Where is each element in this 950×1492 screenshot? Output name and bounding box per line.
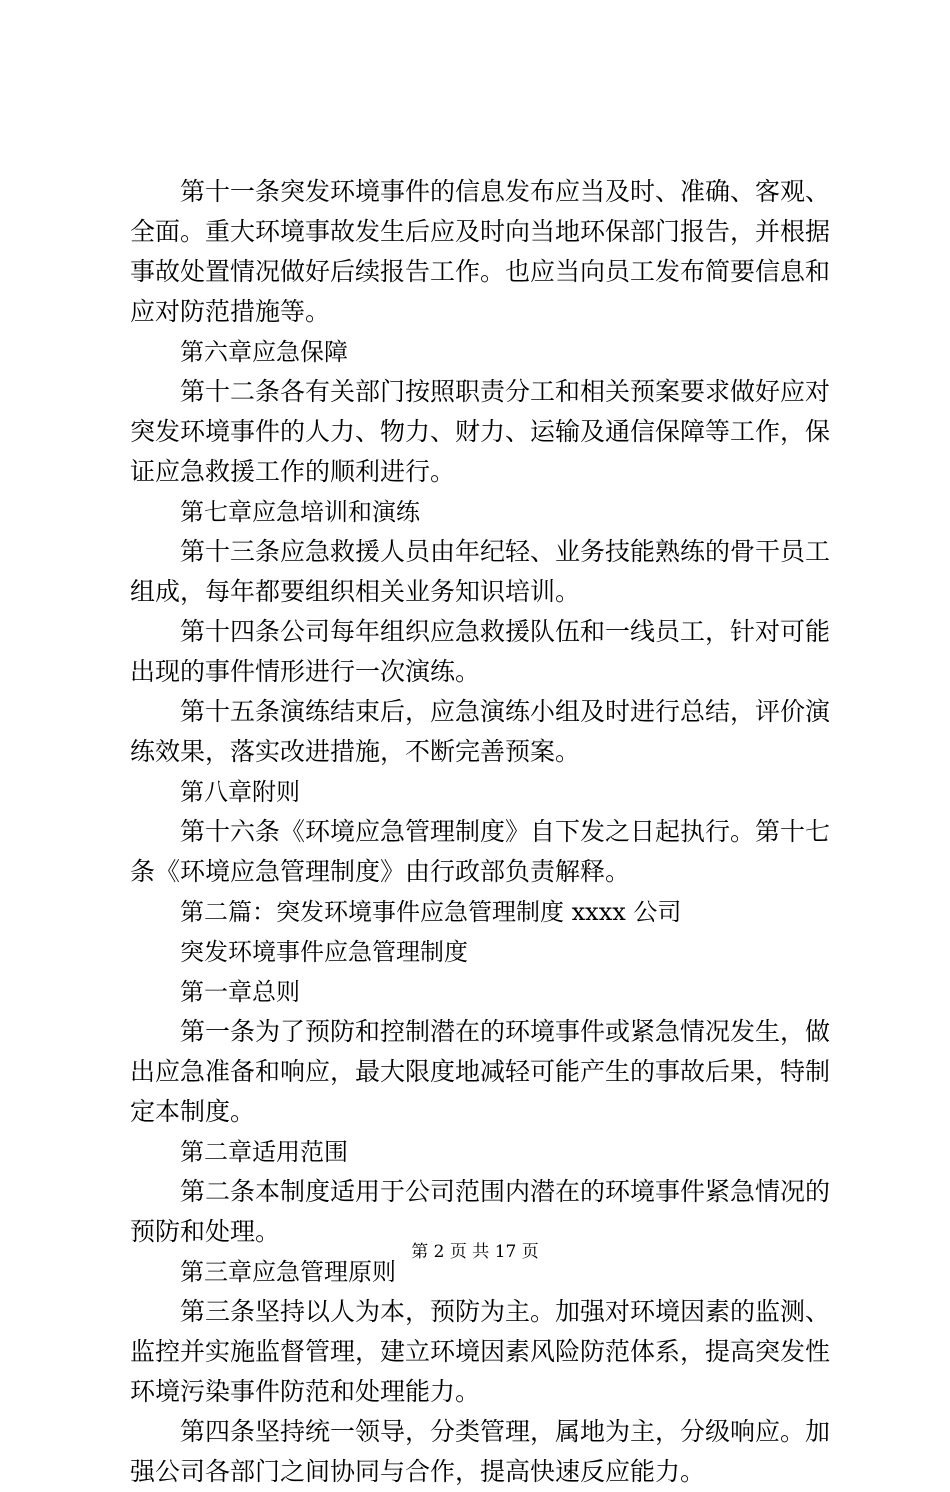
article-1: 第一条为了预防和控制潜在的环境事件或紧急情况发生，做出应急准备和响应，最大限度地减轻可能产生的事故后果，特制定本制度。	[130, 1017, 831, 1126]
article-11: 第十一条突发环境事件的信息发布应当及时、准确、客观、全面。重大环境事故发生后应及时向当地环保部门报告，并根据事故处置情况做好后续报告工作。也应当向员工发布简要信息和应对防范措施等。	[130, 177, 831, 326]
article-12: 第十二条各有关部门按照职责分工和相关预案要求做好应对突发环境事件的人力、物力、财力、运输及通信保障等工作，保证应急救援工作的顺利进行。	[130, 377, 831, 486]
article-2: 第二条本制度适用于公司范围内潜在的环境事件紧急情况的预防和处理。	[130, 1177, 831, 1246]
article-15: 第十五条演练结束后，应急演练小组及时进行总结，评价演练效果，落实改进措施，不断完善预案。	[130, 697, 831, 766]
article-4: 第四条坚持统一领导，分类管理，属地为主，分级响应。加强公司各部门之间协同与合作，提高快速反应能力。	[130, 1417, 831, 1486]
document-title: 突发环境事件应急管理制度	[180, 938, 468, 966]
article-16-17: 第十六条《环境应急管理制度》自下发之日起执行。第十七条《环境应急管理制度》由行政部负责解释。	[130, 817, 831, 886]
chapter-3-heading: 第三章应急管理原则	[180, 1258, 396, 1286]
chapter-6-heading: 第六章应急保障	[180, 338, 348, 366]
document-body	[130, 172, 830, 1492]
chapter-7-heading: 第七章应急培训和演练	[180, 498, 420, 526]
part-2-title: 第二篇：突发环境事件应急管理制度 xxxx 公司	[180, 898, 682, 926]
article-13: 第十三条应急救援人员由年纪轻、业务技能熟练的骨干员工组成，每年都要组织相关业务知识培训。	[130, 537, 831, 606]
chapter-1-heading: 第一章总则	[180, 978, 300, 1006]
article-14: 第十四条公司每年组织应急救援队伍和一线员工，针对可能出现的事件情形进行一次演练。	[130, 617, 831, 686]
article-3: 第三条坚持以人为本，预防为主。加强对环境因素的监测、监控并实施监督管理，建立环境因素风险防范体系，提高突发性环境污染事件防范和处理能力。	[130, 1297, 831, 1406]
page-footer: 第 2 页 共 17 页	[411, 1242, 539, 1262]
chapter-8-heading: 第八章附则	[180, 778, 300, 806]
chapter-2-heading: 第二章适用范围	[180, 1138, 348, 1166]
